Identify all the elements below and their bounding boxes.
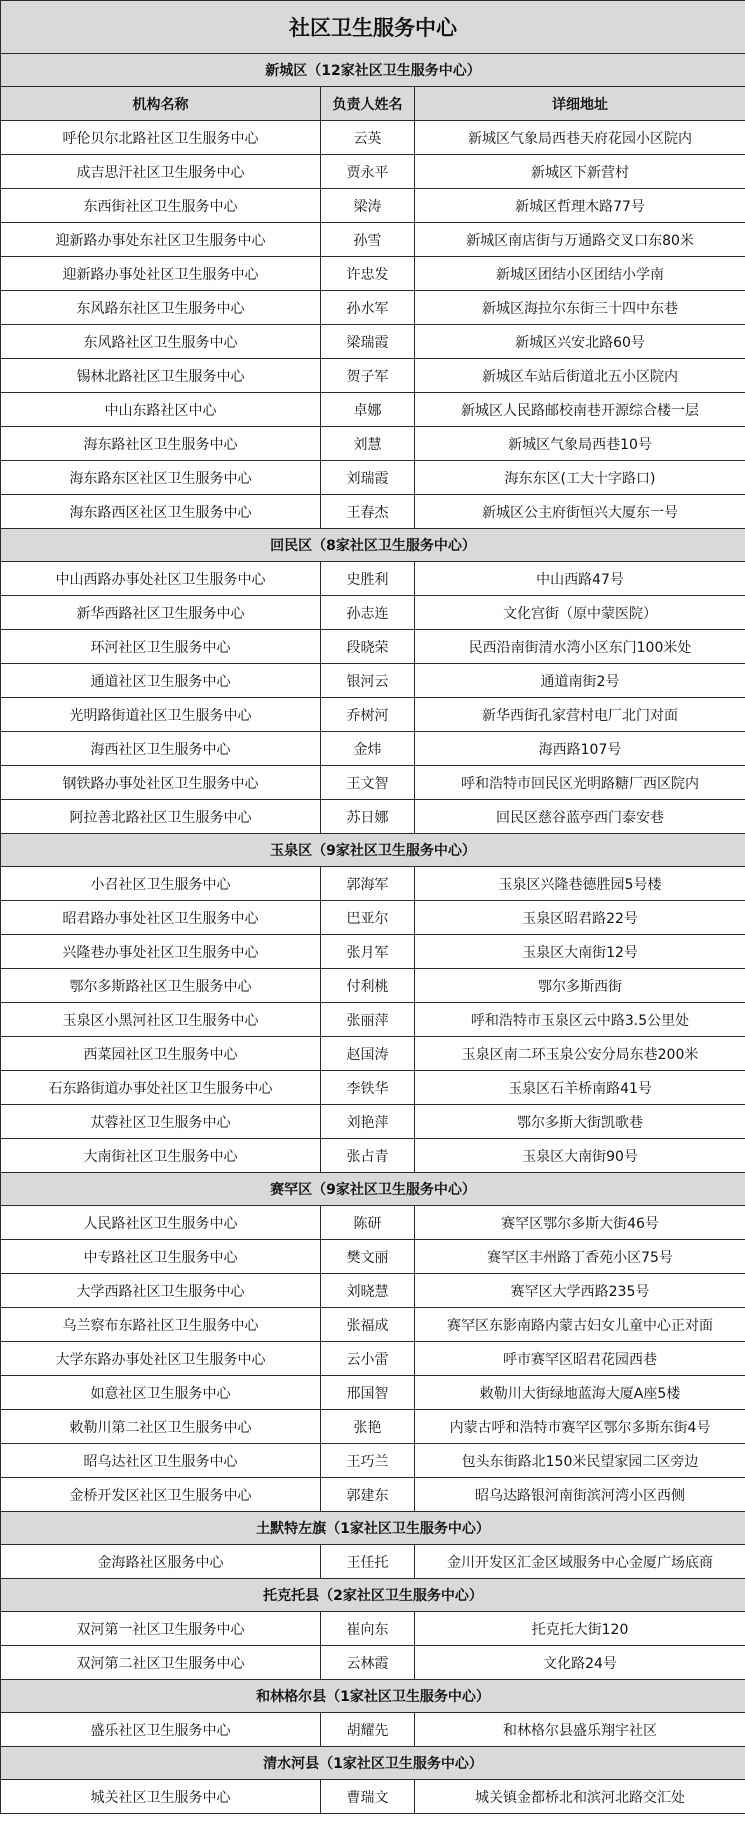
institution-name-cell: 海西社区卫生服务中心: [1, 732, 321, 766]
table-row: [1, 155, 745, 189]
table-row: [1, 630, 745, 664]
person-name-cell: 史胜利: [321, 562, 415, 596]
section-heading-row: [1, 1173, 745, 1206]
table-row: [1, 901, 745, 935]
address-cell: 新城区车站后街道北五小区院内: [415, 359, 745, 393]
institution-name-cell: 中专路社区卫生服务中心: [1, 1240, 321, 1274]
institution-name-cell: 昭君路办事处社区卫生服务中心: [1, 901, 321, 935]
person-name-cell: 王春杰: [321, 495, 415, 529]
person-name-cell: 刘晓慧: [321, 1274, 415, 1308]
address-cell: 文化路24号: [415, 1646, 745, 1680]
address-cell: 呼和浩特市玉泉区云中路3.5公里处: [415, 1003, 745, 1037]
person-name-cell: 孙水军: [321, 291, 415, 325]
section-heading: 和林格尔县（1家社区卫生服务中心）: [1, 1680, 745, 1713]
person-name-cell: 云英: [321, 121, 415, 155]
address-cell: 玉泉区大南街90号: [415, 1139, 745, 1173]
address-cell: 城关镇金都桥北和滨河北路交汇处: [415, 1780, 745, 1814]
institution-name-cell: 中山东路社区中心: [1, 393, 321, 427]
address-cell: 中山西路47号: [415, 562, 745, 596]
person-name-cell: 刘慧: [321, 427, 415, 461]
institution-name-cell: 阿拉善北路社区卫生服务中心: [1, 800, 321, 834]
address-cell: 新城区气象局西巷天府花园小区院内: [415, 121, 745, 155]
table-row: [1, 1274, 745, 1308]
table-row: [1, 1037, 745, 1071]
table-row: [1, 1240, 745, 1274]
person-name-cell: 王文智: [321, 766, 415, 800]
institution-name-cell: 城关社区卫生服务中心: [1, 1780, 321, 1814]
person-name-cell: 银河云: [321, 664, 415, 698]
person-name-cell: 张占青: [321, 1139, 415, 1173]
section-heading: 回民区（8家社区卫生服务中心）: [1, 529, 745, 562]
table-row: [1, 596, 745, 630]
address-cell: 新城区公主府街恒兴大厦东一号: [415, 495, 745, 529]
table-row: [1, 1410, 745, 1444]
institution-name-cell: 敕勒川第二社区卫生服务中心: [1, 1410, 321, 1444]
table-row: [1, 935, 745, 969]
page-title: 社区卫生服务中心: [1, 1, 745, 54]
person-name-cell: 贾永平: [321, 155, 415, 189]
institution-name-cell: 成吉思汗社区卫生服务中心: [1, 155, 321, 189]
person-name-cell: 张艳: [321, 1410, 415, 1444]
address-cell: 新城区兴安北路60号: [415, 325, 745, 359]
person-name-cell: 邢国智: [321, 1376, 415, 1410]
section-heading-row: [1, 834, 745, 867]
institution-name-cell: 金海路社区服务中心: [1, 1545, 321, 1579]
person-name-cell: 巴亚尔: [321, 901, 415, 935]
table-row: [1, 732, 745, 766]
institution-name-cell: 通道社区卫生服务中心: [1, 664, 321, 698]
person-name-cell: 李铁华: [321, 1071, 415, 1105]
section-heading: 玉泉区（9家社区卫生服务中心）: [1, 834, 745, 867]
person-name-cell: 王任托: [321, 1545, 415, 1579]
institution-name-cell: 盛乐社区卫生服务中心: [1, 1713, 321, 1747]
table-row: [1, 1646, 745, 1680]
section-heading: 新城区（12家社区卫生服务中心）: [1, 54, 745, 87]
address-cell: 新华西街孔家营村电厂北门对面: [415, 698, 745, 732]
person-name-cell: 梁瑞霞: [321, 325, 415, 359]
person-name-cell: 金炜: [321, 732, 415, 766]
table-row: [1, 223, 745, 257]
section-heading-row: [1, 1747, 745, 1780]
address-cell: 民西沿南街清水湾小区东门100米处: [415, 630, 745, 664]
person-name-cell: 许忠发: [321, 257, 415, 291]
person-name-cell: 张月军: [321, 935, 415, 969]
section-heading-row: [1, 1680, 745, 1713]
address-cell: 赛罕区东影南路内蒙古妇女儿童中心正对面: [415, 1308, 745, 1342]
institution-name-cell: 光明路街道社区卫生服务中心: [1, 698, 321, 732]
address-cell: 呼和浩特市回民区光明路糖厂西区院内: [415, 766, 745, 800]
institution-name-cell: 苁蓉社区卫生服务中心: [1, 1105, 321, 1139]
person-name-cell: 云林霞: [321, 1646, 415, 1680]
table-row: [1, 1105, 745, 1139]
institution-name-cell: 金桥开发区社区卫生服务中心: [1, 1478, 321, 1512]
institution-name-cell: 大学西路社区卫生服务中心: [1, 1274, 321, 1308]
person-name-cell: 陈研: [321, 1206, 415, 1240]
institution-name-cell: 海东路社区卫生服务中心: [1, 427, 321, 461]
person-name-cell: 赵国涛: [321, 1037, 415, 1071]
institution-name-cell: 西菜园社区卫生服务中心: [1, 1037, 321, 1071]
address-cell: 新城区人民路邮校南巷开源综合楼一层: [415, 393, 745, 427]
table-row: [1, 664, 745, 698]
table-row: [1, 1478, 745, 1512]
address-cell: 玉泉区昭君路22号: [415, 901, 745, 935]
table-row: [1, 562, 745, 596]
address-cell: 敕勒川大街绿地蓝海大厦A座5楼: [415, 1376, 745, 1410]
address-cell: 玉泉区兴隆巷德胜园5号楼: [415, 867, 745, 901]
address-cell: 新城区气象局西巷10号: [415, 427, 745, 461]
person-name-cell: 梁涛: [321, 189, 415, 223]
address-cell: 玉泉区石羊桥南路41号: [415, 1071, 745, 1105]
address-cell: 海东东区(工大十字路口): [415, 461, 745, 495]
address-cell: 和林格尔县盛乐翔宇社区: [415, 1713, 745, 1747]
person-name-cell: 刘艳萍: [321, 1105, 415, 1139]
table-row: [1, 121, 745, 155]
person-name-cell: 张福成: [321, 1308, 415, 1342]
section-heading-row: [1, 54, 745, 87]
person-name-cell: 段晓荣: [321, 630, 415, 664]
table-row: [1, 291, 745, 325]
address-cell: 包头东街路北150米民望家园二区旁边: [415, 1444, 745, 1478]
person-name-cell: 樊文丽: [321, 1240, 415, 1274]
table-row: [1, 495, 745, 529]
address-cell: 回民区慈谷蓝亭西门泰安巷: [415, 800, 745, 834]
table-row: [1, 1206, 745, 1240]
institution-name-cell: 人民路社区卫生服务中心: [1, 1206, 321, 1240]
person-name-cell: 王巧兰: [321, 1444, 415, 1478]
address-cell: 赛罕区大学西路235号: [415, 1274, 745, 1308]
section-heading-row: [1, 1579, 745, 1612]
person-name-cell: 卓娜: [321, 393, 415, 427]
institution-name-cell: 玉泉区小黑河社区卫生服务中心: [1, 1003, 321, 1037]
table-row: [1, 800, 745, 834]
institution-name-cell: 呼伦贝尔北路社区卫生服务中心: [1, 121, 321, 155]
section-heading: 托克托县（2家社区卫生服务中心）: [1, 1579, 745, 1612]
table-row: [1, 393, 745, 427]
table-row: [1, 1376, 745, 1410]
institution-name-cell: 东西街社区卫生服务中心: [1, 189, 321, 223]
table-row: [1, 766, 745, 800]
person-name-cell: 郭建东: [321, 1478, 415, 1512]
institution-name-cell: 钢铁路办事处社区卫生服务中心: [1, 766, 321, 800]
table-row: [1, 189, 745, 223]
address-cell: 新城区哲理木路77号: [415, 189, 745, 223]
table-row: [1, 1139, 745, 1173]
person-name-cell: 贺子军: [321, 359, 415, 393]
address-cell: 文化宫街（原中蒙医院）: [415, 596, 745, 630]
person-name-cell: 付利桃: [321, 969, 415, 1003]
table-row: [1, 325, 745, 359]
institution-name-cell: 双河第二社区卫生服务中心: [1, 1646, 321, 1680]
column-header-address: 详细地址: [415, 87, 745, 121]
institution-name-cell: 中山西路办事处社区卫生服务中心: [1, 562, 321, 596]
table-row: [1, 1444, 745, 1478]
title-row: [1, 1, 745, 54]
section-heading: 赛罕区（9家社区卫生服务中心）: [1, 1173, 745, 1206]
institution-name-cell: 东风路东社区卫生服务中心: [1, 291, 321, 325]
institution-name-cell: 鄂尔多斯路社区卫生服务中心: [1, 969, 321, 1003]
table-row: [1, 1713, 745, 1747]
institution-name-cell: 兴隆巷办事处社区卫生服务中心: [1, 935, 321, 969]
person-name-cell: 云小雷: [321, 1342, 415, 1376]
address-cell: 托克托大街120: [415, 1612, 745, 1646]
table-row: [1, 1545, 745, 1579]
institution-name-cell: 海东路东区社区卫生服务中心: [1, 461, 321, 495]
person-name-cell: 苏日娜: [321, 800, 415, 834]
person-name-cell: 孙雪: [321, 223, 415, 257]
institution-name-cell: 海东路西区社区卫生服务中心: [1, 495, 321, 529]
institution-name-cell: 锡林北路社区卫生服务中心: [1, 359, 321, 393]
institution-name-cell: 小召社区卫生服务中心: [1, 867, 321, 901]
person-name-cell: 曹瑞文: [321, 1780, 415, 1814]
institution-name-cell: 昭乌达社区卫生服务中心: [1, 1444, 321, 1478]
table-row: [1, 427, 745, 461]
table-row: [1, 257, 745, 291]
institution-name-cell: 双河第一社区卫生服务中心: [1, 1612, 321, 1646]
institution-name-cell: 石东路街道办事处社区卫生服务中心: [1, 1071, 321, 1105]
address-cell: 新城区团结小区团结小学南: [415, 257, 745, 291]
institution-name-cell: 环河社区卫生服务中心: [1, 630, 321, 664]
institution-name-cell: 如意社区卫生服务中心: [1, 1376, 321, 1410]
address-cell: 玉泉区大南街12号: [415, 935, 745, 969]
table-row: [1, 461, 745, 495]
address-cell: 新城区海拉尔东街三十四中东巷: [415, 291, 745, 325]
table-body: [1, 1, 745, 1814]
address-cell: 海西路107号: [415, 732, 745, 766]
person-name-cell: 刘瑞霞: [321, 461, 415, 495]
table-row: [1, 698, 745, 732]
table-row: [1, 1612, 745, 1646]
table-row: [1, 969, 745, 1003]
person-name-cell: 胡耀先: [321, 1713, 415, 1747]
section-heading-row: [1, 1512, 745, 1545]
address-cell: 赛罕区丰州路丁香苑小区75号: [415, 1240, 745, 1274]
person-name-cell: 张丽萍: [321, 1003, 415, 1037]
institution-name-cell: 大南街社区卫生服务中心: [1, 1139, 321, 1173]
person-name-cell: 乔树河: [321, 698, 415, 732]
address-cell: 玉泉区南二环玉泉公安分局东巷200米: [415, 1037, 745, 1071]
institution-name-cell: 大学东路办事处社区卫生服务中心: [1, 1342, 321, 1376]
table-row: [1, 1342, 745, 1376]
column-header-name: 机构名称: [1, 87, 321, 121]
institution-name-cell: 新华西路社区卫生服务中心: [1, 596, 321, 630]
section-heading-row: [1, 529, 745, 562]
table-row: [1, 1071, 745, 1105]
institution-name-cell: 乌兰察布东路社区卫生服务中心: [1, 1308, 321, 1342]
section-heading: 清水河县（1家社区卫生服务中心）: [1, 1747, 745, 1780]
address-cell: 赛罕区鄂尔多斯大街46号: [415, 1206, 745, 1240]
person-name-cell: 孙志连: [321, 596, 415, 630]
person-name-cell: 崔向东: [321, 1612, 415, 1646]
section-heading: 土默特左旗（1家社区卫生服务中心）: [1, 1512, 745, 1545]
institution-name-cell: 迎新路办事处东社区卫生服务中心: [1, 223, 321, 257]
address-cell: 鄂尔多斯西街: [415, 969, 745, 1003]
address-cell: 内蒙古呼和浩特市赛罕区鄂尔多斯东街4号: [415, 1410, 745, 1444]
address-cell: 昭乌达路银河南街滨河湾小区西侧: [415, 1478, 745, 1512]
table-row: [1, 359, 745, 393]
address-cell: 新城区下新营村: [415, 155, 745, 189]
institution-name-cell: 迎新路办事处社区卫生服务中心: [1, 257, 321, 291]
table-row: [1, 1003, 745, 1037]
address-cell: 呼市赛罕区昭君花园西巷: [415, 1342, 745, 1376]
address-cell: 金川开发区汇金区域服务中心金厦广场底商: [415, 1545, 745, 1579]
table-row: [1, 1780, 745, 1814]
table-row: [1, 1308, 745, 1342]
column-header-person: 负责人姓名: [321, 87, 415, 121]
address-cell: 新城区南店街与万通路交叉口东80米: [415, 223, 745, 257]
person-name-cell: 郭海军: [321, 867, 415, 901]
institution-name-cell: 东风路社区卫生服务中心: [1, 325, 321, 359]
column-header-row: [1, 87, 745, 121]
address-cell: 鄂尔多斯大街凯歌巷: [415, 1105, 745, 1139]
address-cell: 通道南街2号: [415, 664, 745, 698]
table-row: [1, 867, 745, 901]
